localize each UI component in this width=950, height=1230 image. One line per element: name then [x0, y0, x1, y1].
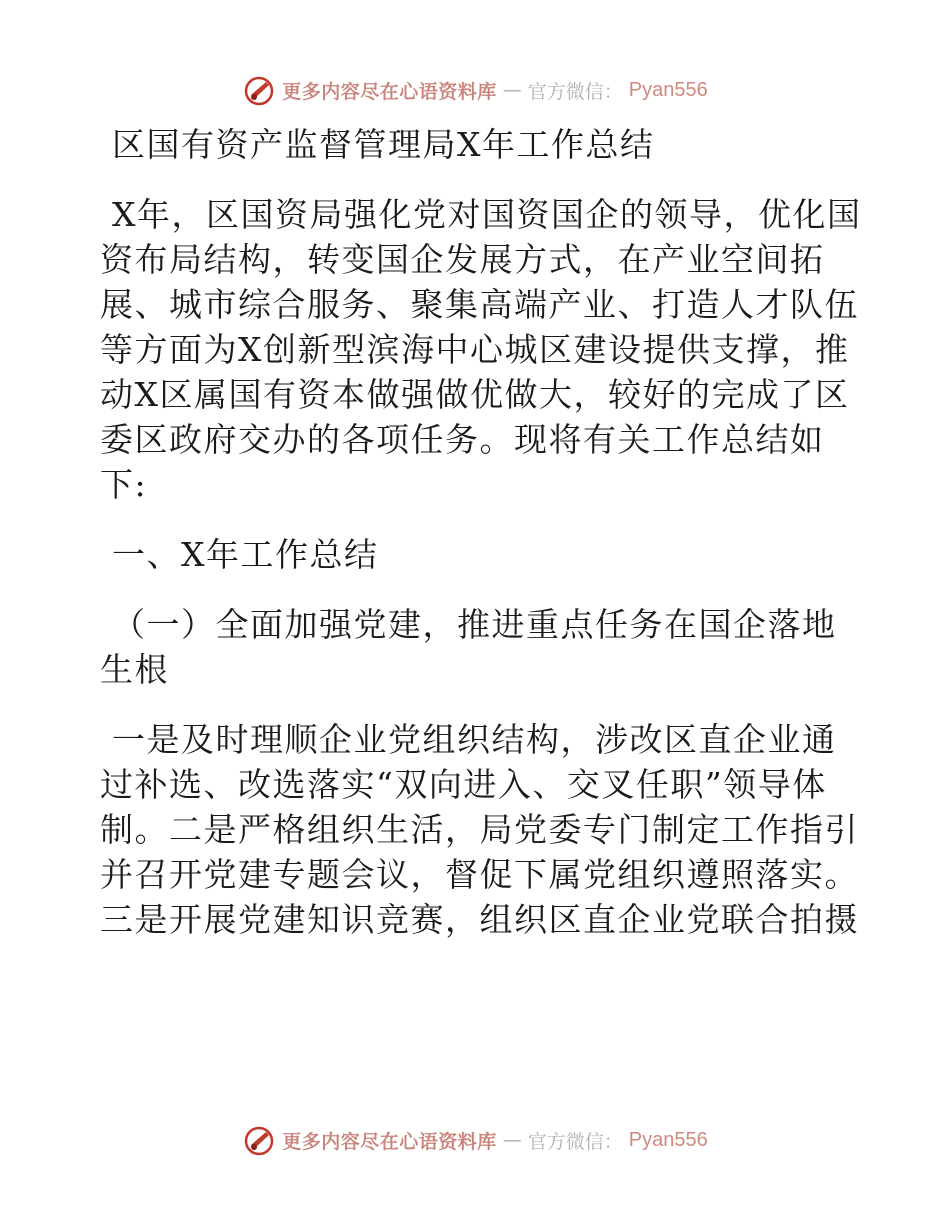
watermark-brand: 更多内容尽在心语资料库: [282, 80, 497, 103]
text-line: 一是及时理顺企业党组织结构，涉改区直企业通: [112, 720, 837, 759]
section-heading: 一、X年工作总结: [112, 535, 379, 574]
text-line: 动X区属国有资本做强做优做大，较好的完成了区: [100, 375, 850, 414]
document-body: [100, 122, 862, 942]
logo-icon: [242, 1123, 276, 1157]
intro-paragraph: [100, 192, 862, 507]
watermark-dash: —: [502, 79, 522, 101]
document-title: 区国有资产监督管理局X年工作总结: [112, 125, 655, 164]
text-line: 资布局结构，转变国企发展方式，在产业空间拓: [100, 240, 825, 279]
subsection-heading: [100, 602, 852, 692]
text-line: 制。二是严格组织生活，局党委专门制定工作指引: [100, 810, 859, 849]
text-line: 并召开党建专题会议，督促下属党组织遵照落实。: [100, 855, 859, 894]
watermark-header: [0, 70, 950, 110]
text-line: 委区政府交办的各项任务。现将有关工作总结如: [100, 420, 825, 459]
watermark-footer: [0, 1120, 950, 1160]
text-line: （一）全面加强党建，推进重点任务在国企落地: [112, 605, 837, 644]
logo-icon: [242, 73, 276, 107]
text-line: 下:: [100, 465, 148, 504]
watermark-brand: 更多内容尽在心语资料库: [282, 1130, 497, 1153]
watermark-official-label: 官方微信：: [527, 80, 623, 103]
watermark-official-label: 官方微信：: [527, 1130, 623, 1153]
text-line: 三是开展党建知识竞赛，组织区直企业党联合拍摄: [100, 900, 859, 939]
body-paragraph: [100, 717, 859, 942]
watermark-wechat-id: Pyan556: [628, 1128, 708, 1151]
text-line: 展、城市综合服务、聚集高端产业、打造人才队伍: [100, 285, 859, 324]
watermark-dash: —: [502, 1129, 522, 1151]
text-line: 生根: [100, 650, 169, 689]
text-line: 过补选、改选落实“双向进入、交叉任职”领导体: [100, 765, 827, 804]
text-line: X年，区国资局强化党对国资国企的领导，优化国: [112, 195, 862, 234]
text-line: 等方面为X创新型滨海中心城区建设提供支撑，推: [100, 330, 850, 369]
watermark-wechat-id: Pyan556: [628, 78, 708, 101]
